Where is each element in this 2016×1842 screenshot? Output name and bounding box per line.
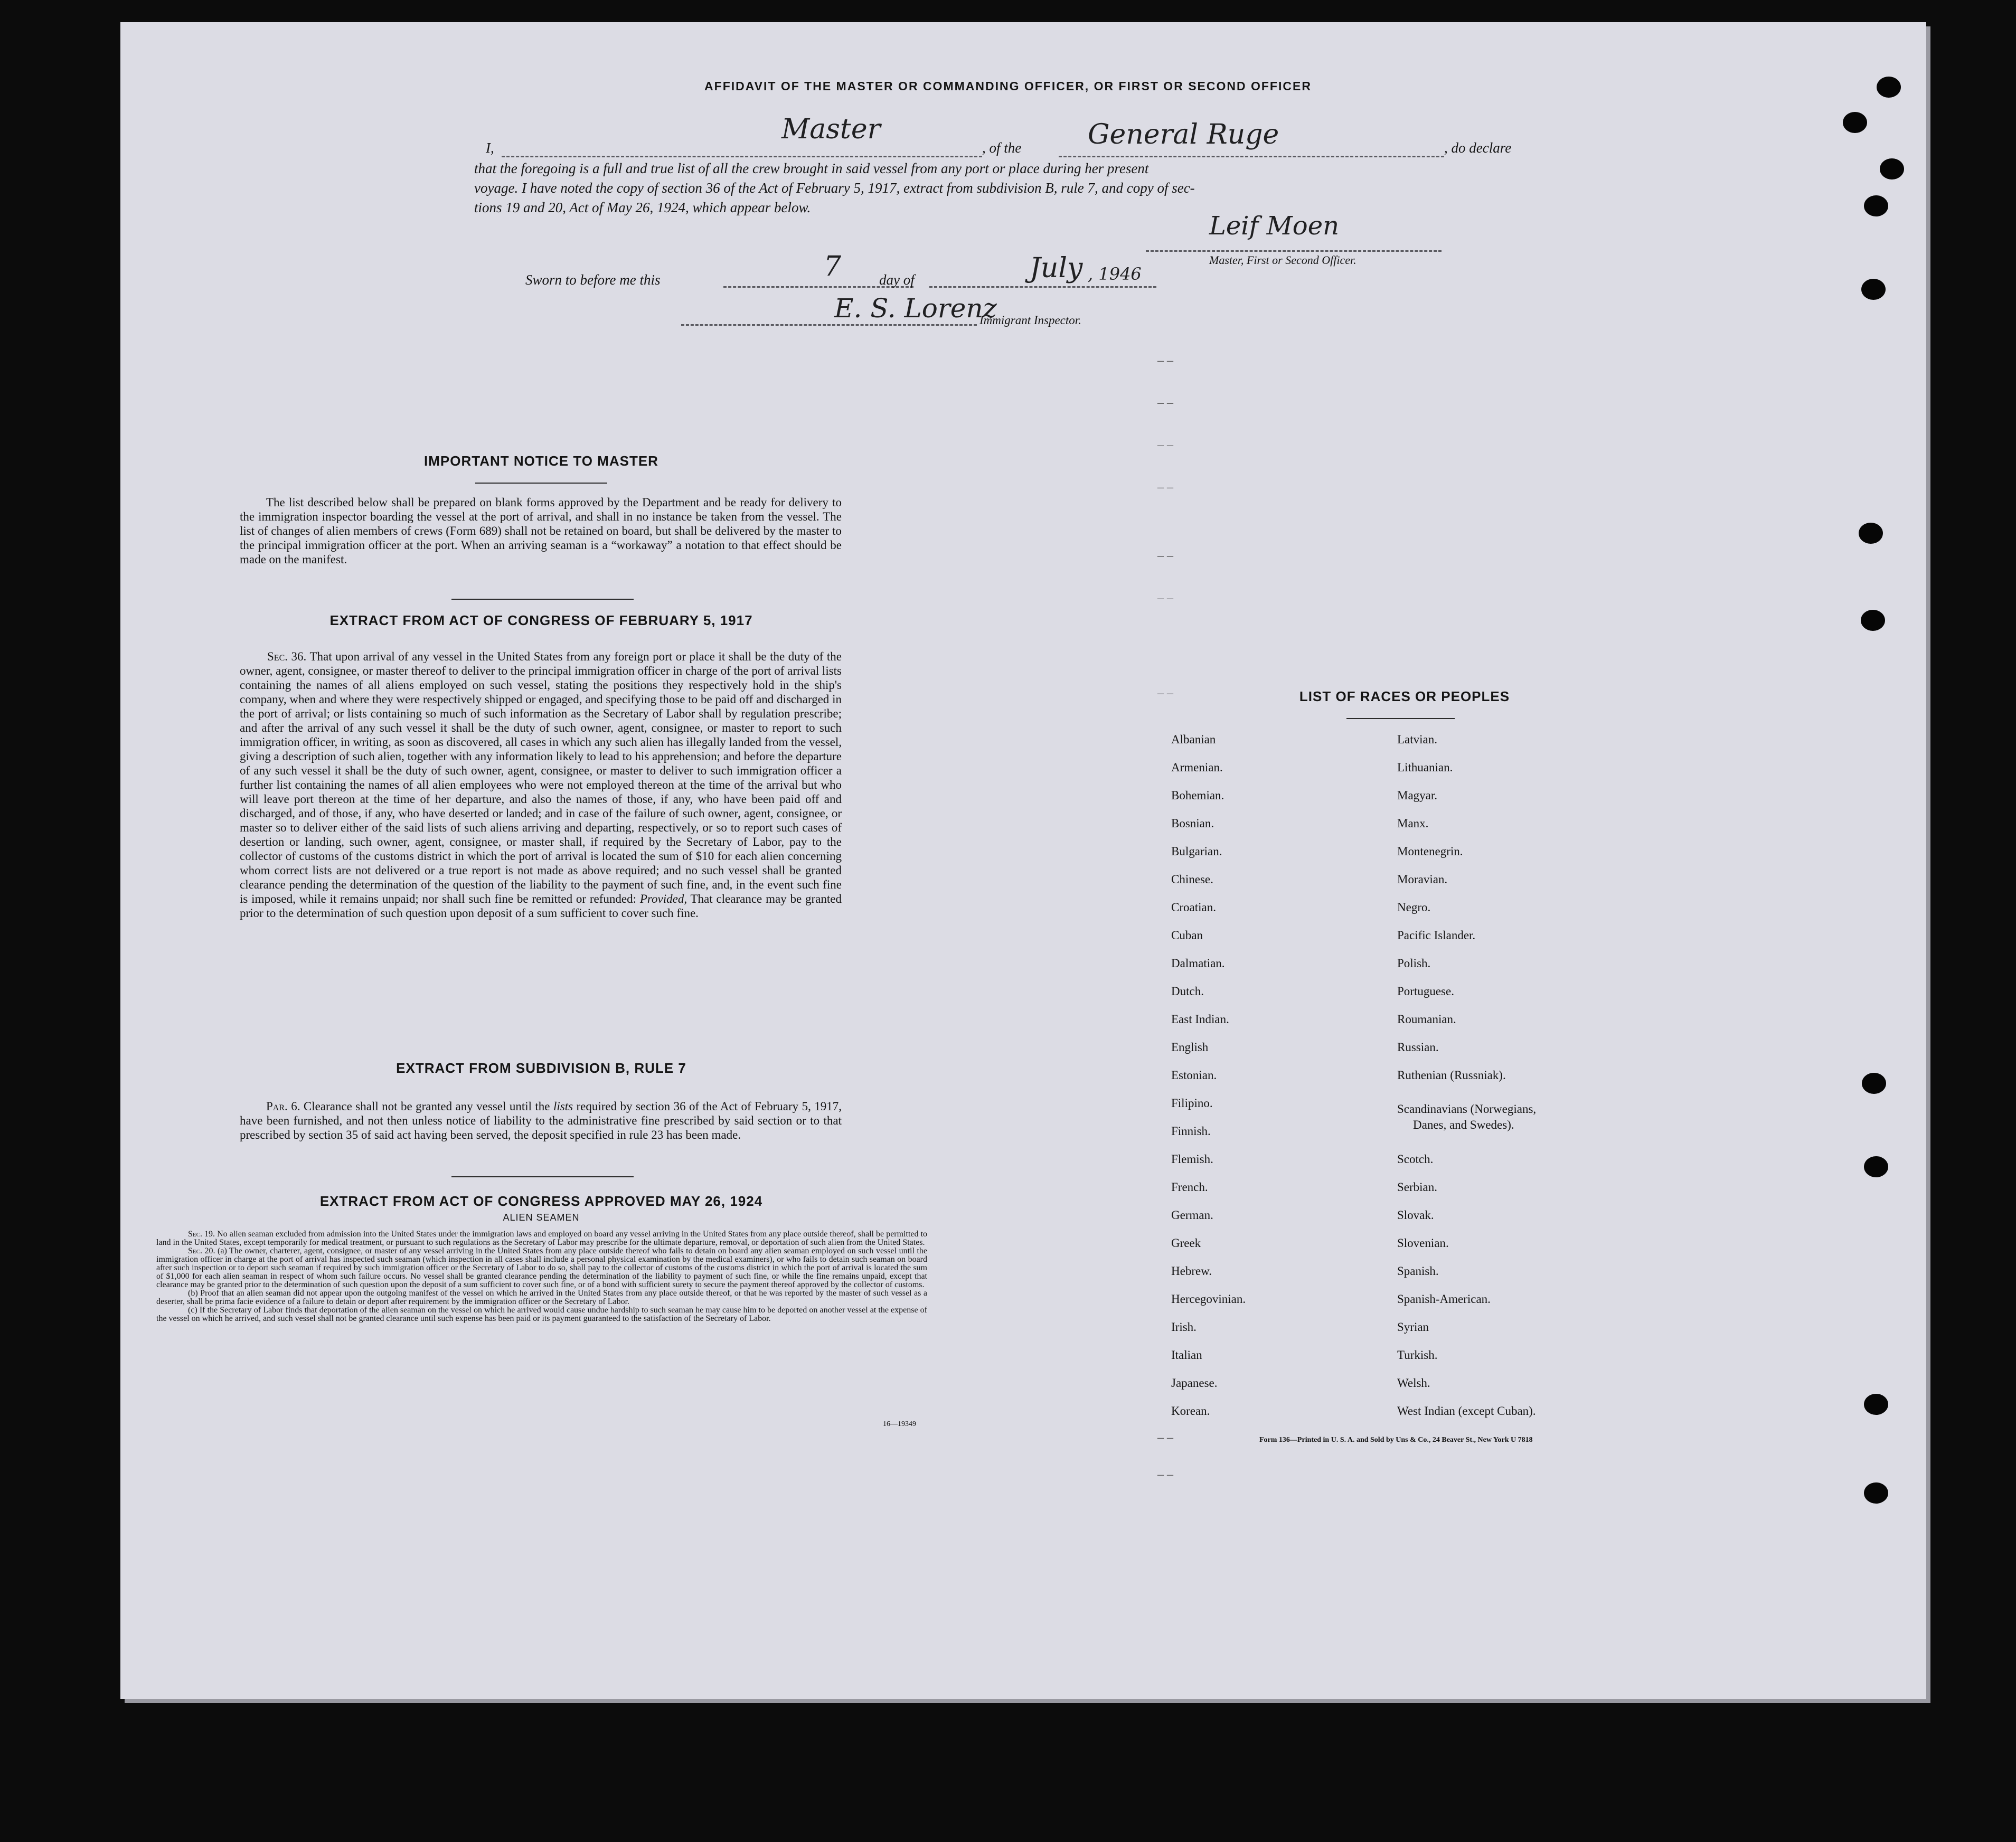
affidavit-line-2: that the foregoing is a full and true list of all the crew brought in said vessel from any port or place during her present [474,160,1149,176]
race-right: Negro. [1397,901,1431,914]
race-left: Hebrew. [1171,1264,1212,1278]
sworn-month-handwritten: July [1030,252,1083,284]
race-left: English [1171,1041,1209,1054]
alien-seamen-subtitle: ALIEN SEAMEN [503,1212,580,1223]
stray-mark: – – [1157,591,1173,605]
master-signature-handwritten: Leif Moen [1209,211,1340,241]
sec-19-label: Sec. 19. [188,1230,215,1239]
sworn-month-line [929,286,1156,288]
race-right: Polish. [1397,957,1431,970]
sec-20c-paragraph: (c) If the Secretary of Labor finds that deportation of the alien seaman on the vessel on which he arrived would cause undue hardship to such seaman he may cause him to be deported on another vessel at the expense of the vessel on which he arrived, and such vessel shall not be granted clearance until such expense has been paid or its payment guaranteed to the satisfaction of the Secretary of Labor. [156,1306,927,1323]
binder-hole [1864,195,1888,216]
sec-36-label: Sec. 36. [267,650,307,663]
affidavit-line-4: tions 19 and 20, Act of May 26, 1924, which appear below. [474,200,811,215]
race-right: Spanish-American. [1397,1292,1491,1306]
race-right: Slovak. [1397,1208,1434,1222]
lists-word: lists [553,1100,573,1113]
affidavit-i-label: I, [486,140,494,156]
race-right: Lithuanian. [1397,761,1453,774]
sec-19-paragraph [156,1230,927,1247]
race-left: Armenian. [1171,761,1223,774]
race-left: Irish. [1171,1320,1197,1334]
race-right: Russian. [1397,1041,1439,1054]
race-right: Welsh. [1397,1376,1430,1390]
race-right: Montenegrin. [1397,845,1463,858]
rule-7-end-rule [451,1176,634,1177]
printer-footer: Form 136—Printed in U. S. A. and Sold by Uns & Co., 24 Beaver St., New York U 7818 [1259,1436,1533,1444]
race-left: Bosnian. [1171,817,1214,830]
race-right: Pacific Islander. [1397,929,1476,942]
race-right: Slovenian. [1397,1236,1449,1250]
sec-19-text: No alien seaman excluded from admission into the United States under the immigration laws and employed on board any vessel arriving in the United States from any place outside thereof, shall be permitted to land in the United States, except temporarily for medical treatment, or pursuant to such regulations as the Secretary of Labor may prescribe for the ultimate departure, removal, or deportation of such alien from the United States. [156,1230,928,1247]
race-left: Korean. [1171,1404,1210,1418]
race-left: German. [1171,1208,1213,1222]
inspector-signature-handwritten: E. S. Lorenz [834,293,997,324]
notice-end-rule [451,599,634,600]
race-right: Serbian. [1397,1180,1438,1194]
race-left: Hercegovinian. [1171,1292,1246,1306]
race-right: Syrian [1397,1320,1429,1334]
race-left: Chinese. [1171,873,1213,886]
sec-20b-paragraph: (b) Proof that an alien seaman did not appear upon the outgoing manifest of the vessel on which he arrived in the United States from any place outside thereof, or that he was reported by the master of such vessel as a deserter, shall be prima facie evidence of a failure to detain or deport after requirement by the immigration officer or the Secretary of Labor. [156,1289,927,1306]
race-right: Magyar. [1397,789,1438,802]
vessel-handwritten: General Ruge [1088,119,1279,150]
race-left: Dalmatian. [1171,957,1225,970]
binder-hole [1864,1482,1888,1504]
stray-mark: – – [1157,1468,1173,1481]
binder-hole [1861,279,1886,300]
extract-1924-title: EXTRACT FROM ACT OF CONGRESS APPROVED MAY 26, 1924 [319,1193,763,1209]
binder-hole [1862,1073,1886,1094]
sec-20a-paragraph [156,1247,927,1289]
rule-7-title: EXTRACT FROM SUBDIVISION B, RULE 7 [396,1060,686,1076]
notice-text: The list described below shall be prepared on blank forms approved by the Department and be ready for delivery to the immigration inspector boarding the vessel at the port of arrival, and shall in no instance be taken from the vessel. The list of changes of alien members of crews (Form 689) shall not be retained on board, but shall be delivered by the master to the principal immigration officer at the port. When an arriving seaman is a “workaway” a notation to that effect should be made on the manifest. [240,496,842,566]
race-right: Spanish. [1397,1264,1439,1278]
inspector-line [681,324,977,326]
affidavit-title: AFFIDAVIT OF THE MASTER OR COMMANDING OFFICER, OR FIRST OR SECOND OFFICER [704,79,1312,93]
affidavit-line-3: voyage. I have noted the copy of section 36 of the Act of February 5, 1917, extract from subdivision B, rule 7, and copy of sec- [474,180,1195,196]
race-left: Flemish. [1171,1153,1213,1166]
sec-20a-text: (a) The owner, charterer, agent, consignee, or master of any vessel arriving in the United States from any place outside thereof who fails to detain on board any alien seaman employed on such vessel until the immigration officer in charge at the port of arrival has inspected such seaman (which inspection in all cases shall include a personal physical examination by the medical examiners), or who fails to detain such seaman on board after such inspection or to deport such seaman if required by such immigration officer or the Secretary of Labor to do so, shall pay to the collector of customs of the customs district in which the port of arrival is located the sum of $1,000 for each alien seaman in respect of whom such failure occurs. No vessel shall be granted clearance pending the determination of the liability to payment of such fine, or while the fine remains unpaid, except that clearance may be granted prior to the determination of such question upon the deposit of a sum sufficient to cover such fine, or of a bond with sufficient surety to secure the payment thereof approved by the collector of customs. [156,1246,927,1289]
extract-1924-text [156,1230,927,1323]
race-right: Manx. [1397,817,1429,830]
race-right: Portuguese. [1397,985,1454,998]
stray-mark: – – [1157,480,1173,494]
affidavit-of-the-label: , of the [982,140,1022,156]
race-right: Turkish. [1397,1348,1438,1362]
par-6-label: Par. 6. [266,1100,300,1113]
extract-1917-title: EXTRACT FROM ACT OF CONGRESS OF FEBRUARY 5, 1917 [329,612,753,628]
sec-36-text: That upon arrival of any vessel in the United States from any foreign port or place it shall be the duty of the owner, agent, consignee, or master thereof to deliver to the principal immigration officer in charge of the port of arrival lists containing the names of all aliens employed on such vessel, stating the positions they respectively hold in the ship's company, when and where they were respectively shipped or engaged, and specifying those to be paid off and discharged in the port of arrival; or lists containing so much of such information as the Secretary of Labor shall by regulation prescribe; and after the arrival of any such vessel it shall be the duty of such owner, agent, consignee, or master to report to such immigration officer, in writing, as soon as discovered, all cases in which any such alien has illegally landed from the vessel, giving a description of such alien, together with any information likely to lead to his apprehension; and before the departure of any such vessel it shall be the duty of such owner, agent, consignee, or master to deliver to such immigration officer a further list containing the names of all alien employees who were not employed thereon at the time of the arrival but who will leave port thereon at the time of her departure, and also the names of those, if any, who have been paid off and discharged, and of those, if any, who have deserted or landed; and in case of the failure of such owner, agent, consignee, or master so to deliver either of the said lists of such aliens arriving and departing, respectively, or so to report such cases of desertion or landing, such owner, agent, consignee, or master shall, if required by the Secretary of Labor, pay to the collector of customs of the customs district in which the port of arrival is located the sum of $10 for each alien concerning whom correct lists are not delivered or a true report is not made as above required; and no such vessel shall be granted clearance pending the determination of the question of the liability to the payment of such fine, and, in the event such fine is imposed, while it remains unpaid; nor shall such fine be remitted or refunded: [240,650,842,905]
race-right: Scotch. [1397,1153,1434,1166]
binder-hole [1859,523,1883,544]
races-title-rule [1346,718,1455,719]
stray-mark: – – [1157,396,1173,410]
binder-hole [1864,1156,1888,1177]
inspector-caption: Immigrant Inspector. [979,314,1081,327]
stray-mark: – – [1157,1431,1173,1444]
race-left: Dutch. [1171,985,1204,998]
race-left: Filipino. [1171,1097,1213,1110]
notice-title-rule [475,483,607,484]
race-left: Finnish. [1171,1125,1211,1138]
race-right: Danes, and Swedes). [1413,1118,1514,1131]
provided-label: Provided, [639,892,687,905]
race-right: Roumanian. [1397,1013,1456,1026]
race-right: West Indian (except Cuban). [1397,1404,1536,1418]
race-left: Estonian. [1171,1069,1217,1082]
race-left: Japanese. [1171,1376,1218,1390]
binder-hole [1880,158,1904,180]
races-title: LIST OF RACES OR PEOPLES [1299,688,1510,704]
form-code: 16—19349 [883,1420,916,1428]
binder-hole [1861,610,1885,631]
sec-36-text-end: That clearance may be granted prior to the determination of such question upon deposit of a sum sufficient to cover such fine. [240,892,842,920]
signature-caption: Master, First or Second Officer. [1209,253,1356,267]
sworn-label: Sworn to before me this [525,272,661,288]
affidavit-do-declare: , do declare [1444,140,1512,156]
race-left: Bulgarian. [1171,845,1222,858]
stray-mark: – – [1157,549,1173,563]
master-handwritten: Master [781,114,881,145]
master-line [502,156,982,157]
race-right: Scandinavians (Norwegians, [1397,1102,1537,1116]
vessel-line [1059,156,1444,157]
extract-1917-text [240,649,842,920]
rule-7-text [240,1099,842,1142]
race-left: Bohemian. [1171,789,1224,802]
notice-title: IMPORTANT NOTICE TO MASTER [424,453,658,469]
sworn-day-handwritten: 7 [824,251,842,282]
sec-20-label: Sec. 20. [188,1246,215,1255]
stray-mark: – – [1157,438,1173,452]
race-right: Latvian. [1397,733,1437,746]
sworn-year-handwritten: , 1946 [1088,264,1142,284]
rule-7-text-b: required by section 36 of the Act of February 5, 1917, have been furnished, and not then unless notice of liability to the administrative fine prescribed by said section or to that prescribed by section 35 of said act having been served, the deposit specified in rule 23 has been made. [240,1100,842,1141]
race-right: Moravian. [1397,873,1448,886]
race-left: Greek [1171,1236,1201,1250]
race-left: Albanian [1171,733,1216,746]
race-left: East Indian. [1171,1013,1229,1026]
stray-mark: – – [1157,354,1173,367]
rule-7-text-a: Clearance shall not be granted any vessel until the [303,1100,550,1113]
day-of-label: day of [879,272,915,288]
race-left: Croatian. [1171,901,1216,914]
binder-hole [1864,1394,1888,1415]
binder-hole [1843,112,1867,133]
race-left: Italian [1171,1348,1202,1362]
race-right: Ruthenian (Russniak). [1397,1069,1506,1082]
race-left: French. [1171,1180,1208,1194]
race-left: Cuban [1171,929,1203,942]
stray-mark: – – [1157,686,1173,700]
